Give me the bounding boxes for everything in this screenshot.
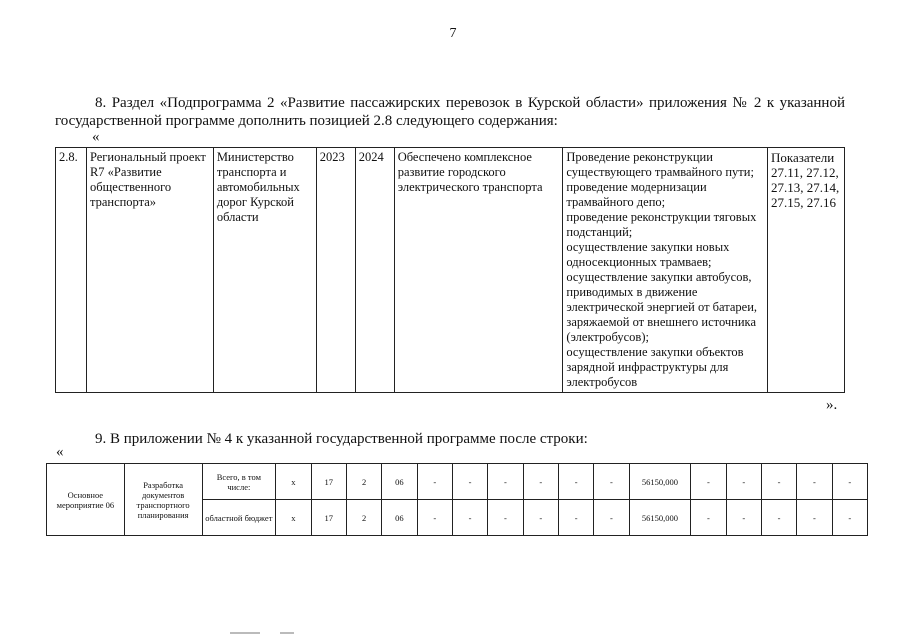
- cell: -: [797, 464, 832, 500]
- activity-item: проведение реконструкции тяговых подстанций;: [566, 210, 757, 239]
- cell: -: [558, 500, 593, 536]
- cell: -: [417, 500, 452, 536]
- cell: 2: [346, 464, 381, 500]
- cell: -: [488, 500, 523, 536]
- cell: х: [276, 464, 311, 500]
- cell: 17: [311, 500, 346, 536]
- cell: -: [594, 500, 629, 536]
- section-8-paragraph: 8. Раздел «Подпрограмма 2 «Развитие пассажирских перевозок в Курской области» приложения № 2 к указанной государственной программе дополнить позицией 2.8 следующего содержания:: [55, 95, 845, 129]
- row-label: Всего, в том числе:: [202, 464, 276, 500]
- activities-cell: [563, 148, 768, 393]
- cell: -: [691, 464, 726, 500]
- closing-quote: ».: [826, 397, 838, 413]
- cell: 56150,000: [629, 500, 691, 536]
- event-cell: Основное мероприятие 06: [47, 464, 125, 536]
- cell: -: [417, 464, 452, 500]
- expected-result: Обеспечено комплексное развитие городского электрического транспорта: [394, 148, 563, 393]
- section-9-paragraph: 9. В приложении № 4 к указанной государственной программе после строки:: [95, 431, 588, 447]
- opening-quote-2: «: [56, 444, 64, 460]
- executor: Министерство транспорта и автомобильных дорог Курской области: [213, 148, 316, 393]
- cell: -: [761, 500, 796, 536]
- cell: -: [558, 464, 593, 500]
- cell: -: [832, 464, 867, 500]
- cell: -: [761, 464, 796, 500]
- project-name: Региональный проект R7 «Развитие общественного транспорта»: [86, 148, 213, 393]
- task-cell: Разработка документов транспортного планирования: [124, 464, 202, 536]
- table-row: [47, 464, 868, 500]
- cell: -: [691, 500, 726, 536]
- cell: 06: [382, 500, 417, 536]
- activity-item: осуществление закупки новых односекционных трамваев;: [566, 240, 730, 269]
- cell: х: [276, 500, 311, 536]
- year-start: 2023: [316, 148, 355, 393]
- row-code: 2.8.: [56, 148, 87, 393]
- table-row: [56, 148, 845, 393]
- cell: 2: [346, 500, 381, 536]
- cell: -: [523, 464, 558, 500]
- scan-edge-mark: [230, 632, 260, 634]
- cell: -: [523, 500, 558, 536]
- activity-item: Проведение реконструкции существующего трамвайного пути;: [566, 150, 754, 179]
- cell: -: [488, 464, 523, 500]
- cell: -: [452, 500, 487, 536]
- page-number: 7: [449, 26, 457, 41]
- activity-item: осуществление закупки объектов зарядной инфраструктуры для электробусов: [566, 345, 744, 389]
- cell: -: [452, 464, 487, 500]
- cell: -: [594, 464, 629, 500]
- cell: 17: [311, 464, 346, 500]
- indicators: Показатели 27.11, 27.12, 27.13, 27.14, 27.15, 27.16: [767, 148, 844, 393]
- cell: -: [726, 500, 761, 536]
- year-end: 2024: [355, 148, 394, 393]
- opening-quote: «: [92, 129, 100, 145]
- cell: 06: [382, 464, 417, 500]
- cell: -: [832, 500, 867, 536]
- subprogram-table: [55, 147, 845, 393]
- cell: -: [726, 464, 761, 500]
- activity-item: проведение модернизации трамвайного депо;: [566, 180, 707, 209]
- scan-edge-mark: [280, 632, 294, 634]
- funding-table: [46, 463, 868, 536]
- cell: -: [797, 500, 832, 536]
- cell: 56150,000: [629, 464, 691, 500]
- row-label: областной бюджет: [202, 500, 276, 536]
- activity-item: осуществление закупки автобусов, приводимых в движение электрической энергией от батареи, заряжаемой от внешнего источника (электробусов);: [566, 270, 758, 344]
